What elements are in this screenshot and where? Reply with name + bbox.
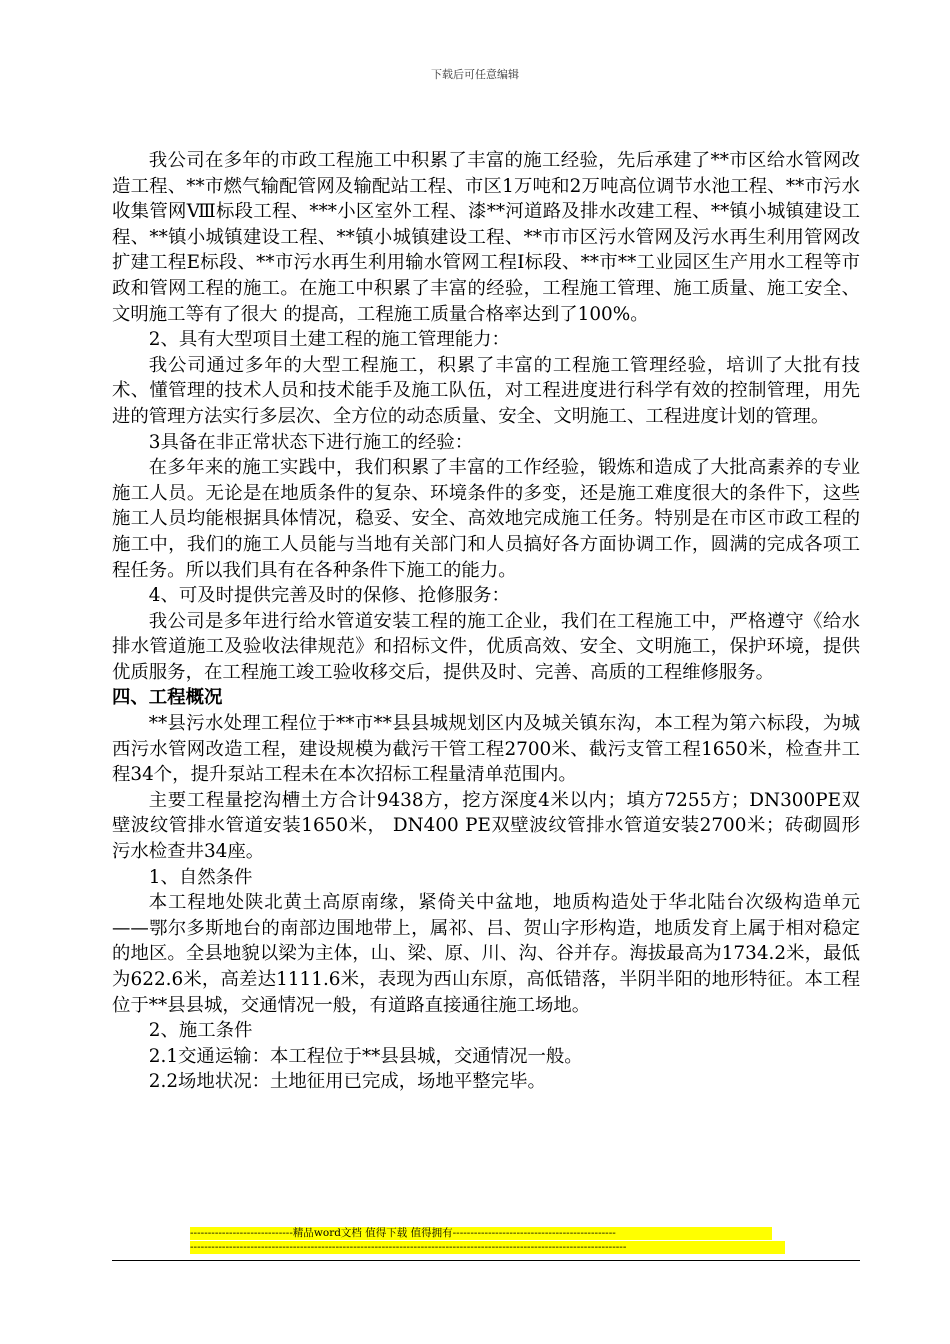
footer-banner-line: -----------------------------精品word文档 值得下载 值得拥有----------------------------------------------	[190, 1227, 772, 1240]
section-heading: 四、工程概况	[112, 687, 223, 709]
paragraph: 主要工程量挖沟槽土方合计9438方，挖方深度4米以内；填方7255方；DN300PE双壁波纹管排水管道安装1650米， DN400 PE双壁波纹管排水管道安装2700米；砖砌圆形污水检查井34座。	[112, 789, 860, 863]
paragraph: 我公司是多年进行给水管道安装工程的施工企业，我们在工程施工中，严格遵守《给水排水管道施工及验收法律规范》和招标文件，优质高效、安全、文明施工，保护环境，提供优质服务，在工程施工竣工验收移交后，提供及时、完善、高质的工程维修服务。	[112, 610, 860, 683]
paragraph: 4、可及时提供完善及时的保修、抢修服务：	[148, 585, 510, 607]
paragraph: 2、具有大型项目土建工程的施工管理能力：	[148, 329, 510, 351]
footer-dash-line: ---------------------------------------------------------------------------------------------------------------------------	[190, 1241, 785, 1254]
footer-rule	[112, 1260, 860, 1261]
paragraph: 1、自然条件	[148, 866, 253, 888]
paragraph: 2、施工条件	[148, 1020, 253, 1042]
paragraph: 我公司在多年的市政工程施工中积累了丰富的施工经验，先后承建了**市区给水管网改造工程、**市燃气输配管网及输配站工程、市区1万吨和2万吨高位调节水池工程、**市污水收集管网Ⅷ标段工程、***小区室外工程、漆**河道路及排水改建工程、**镇小城镇建设工程、**镇小城镇建设工程、**镇小城镇建设工程、**市市区污水管网及污水再生利用管网改扩建工程E标段、**市污水再生利用输水管网工程Ⅰ标段、**市**工业园区生产用水工程等市政和管网工程的施工。在施工中积累了丰富的经验，工程施工管理、施工质量、施工安全、文明施工等有了很大 的提高，工程施工质量合格率达到了100%。	[112, 150, 860, 325]
page-header: 下载后可任意编辑	[431, 68, 519, 81]
paragraph: 3具备在非正常状态下进行施工的经验：	[148, 431, 474, 453]
paragraph: 本工程地处陕北黄土高原南缘，紧倚关中盆地，地质构造处于华北陆台次级构造单元——鄂尔多斯地台的南部边围地带上，属祁、吕、贺山字形构造，地质发育上属于相对稳定的地区。全县地貌以梁为主体，山、梁、原、川、沟、谷并存。海拔最高为1734.2米，最低为622.6米，高差达1111.6米，表现为西山东原，高低错落，半阴半阳的地形特征。本工程位于**县县城，交通情况一般，有道路直接通往施工场地。	[112, 892, 860, 1016]
paragraph: 我公司通过多年的大型工程施工，积累了丰富的工程施工管理经验，培训了大批有技术、懂管理的技术人员和技术能手及施工队伍，对工程进度进行科学有效的控制管理，用先进的管理方法实行多层次、全方位的动态质量、安全、文明施工、工程进度计划的管理。	[112, 354, 860, 427]
paragraph: 在多年来的施工实践中，我们积累了丰富的工作经验，锻炼和造成了大批高素养的专业施工人员。无论是在地质条件的复杂、环境条件的多变，还是施工难度很大的条件下，这些施工人员均能根据具体情况，稳妥、安全、高效地完成施工任务。特别是在市区市政工程的施工中，我们的施工人员能与当地有关部门和人员搞好各方面协调工作，圆满的完成各项工程任务。所以我们具有在各种条件下施工的能力。	[112, 457, 860, 581]
paragraph: 2.2场地状况：土地征用已完成，场地平整完毕。	[148, 1071, 546, 1093]
paragraph: 2.1交通运输：本工程位于**县县城，交通情况一般。	[148, 1045, 583, 1067]
paragraph: **县污水处理工程位于**市**县县城规划区内及城关镇东沟，本工程为第六标段，为城西污水管网改造工程，建设规模为截污干管工程2700米、截污支管工程1650米，检查井工程34个，提升泵站工程未在本次招标工程量清单范围内。	[112, 713, 860, 786]
document-body	[112, 148, 860, 1095]
